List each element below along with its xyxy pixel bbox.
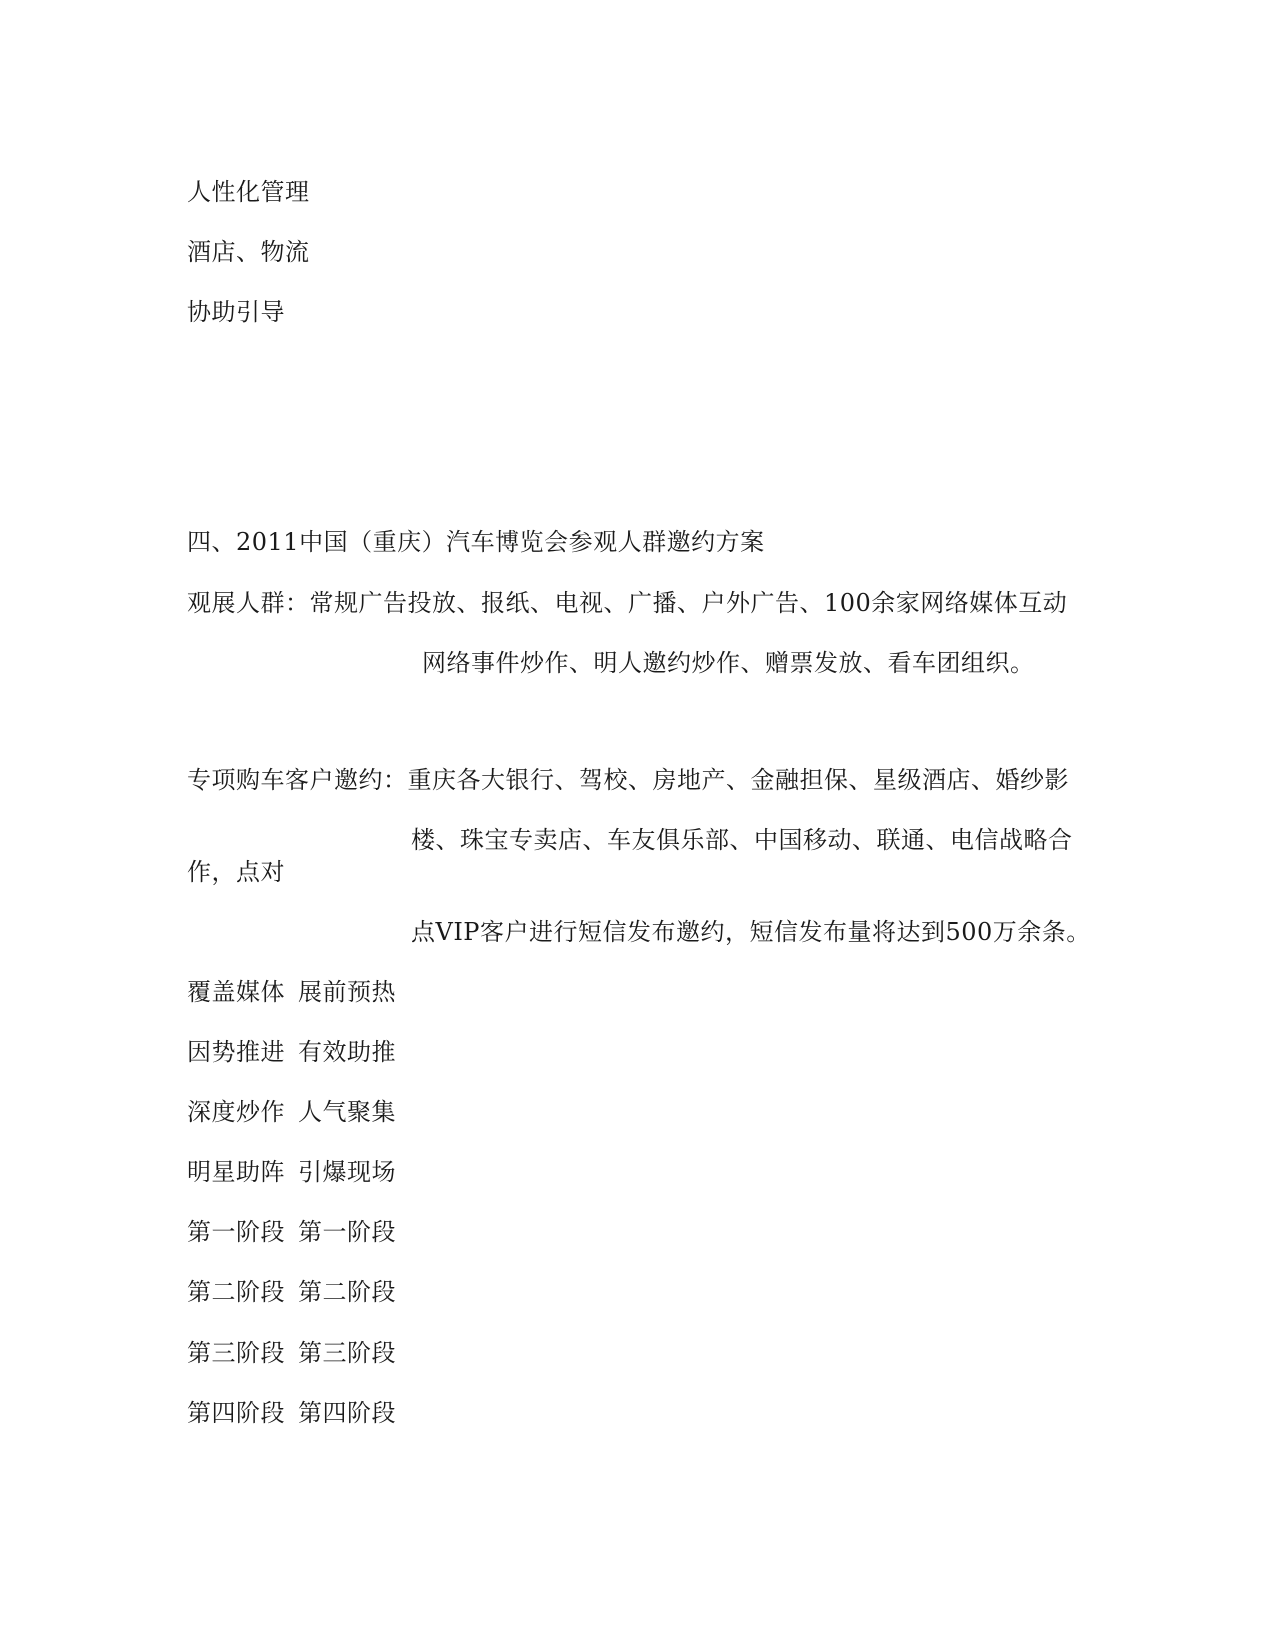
grid-row-7-col-2: 第三阶段 [298, 1339, 396, 1367]
grid-row-4-col-1: 明星助阵 [187, 1158, 285, 1186]
special-line-4: 点VIP客户进行短信发布邀约，短信发布量将达到500万余条。 [411, 918, 1091, 946]
special-line-3: 作，点对 [187, 858, 285, 886]
grid-row-2-col-2: 有效助推 [298, 1038, 396, 1066]
grid-row-3-col-1: 深度炒作 [187, 1098, 285, 1126]
grid-row-5-col-1: 第一阶段 [187, 1218, 285, 1246]
grid-row-8-col-2: 第四阶段 [298, 1399, 396, 1427]
top-list-item-1: 人性化管理 [187, 178, 310, 206]
grid-row-7-col-1: 第三阶段 [187, 1339, 285, 1367]
top-list-item-2: 酒店、物流 [187, 238, 310, 266]
observers-line-2: 网络事件炒作、明人邀约炒作、赠票发放、看车团组织。 [422, 649, 1035, 677]
special-line-1: 专项购车客户邀约：重庆各大银行、驾校、房地产、金融担保、星级酒店、婚纱影 [187, 766, 1069, 794]
grid-row-4-col-2: 引爆现场 [298, 1158, 396, 1186]
grid-row-1-col-1: 覆盖媒体 [187, 978, 285, 1006]
special-line-2: 楼、珠宝专卖店、车友俱乐部、中国移动、联通、电信战略合 [411, 826, 1073, 854]
top-list-item-3: 协助引导 [187, 298, 285, 326]
grid-row-3-col-2: 人气聚集 [298, 1098, 396, 1126]
grid-row-1-col-2: 展前预热 [298, 978, 396, 1006]
observers-line-1: 观展人群：常规广告投放、报纸、电视、广播、户外广告、100余家网络媒体互动 [187, 589, 1068, 617]
grid-row-6-col-2: 第二阶段 [298, 1278, 396, 1306]
grid-row-6-col-1: 第二阶段 [187, 1278, 285, 1306]
section-title: 四、2011中国（重庆）汽车博览会参观人群邀约方案 [187, 528, 765, 556]
grid-row-8-col-1: 第四阶段 [187, 1399, 285, 1427]
grid-row-5-col-2: 第一阶段 [298, 1218, 396, 1246]
grid-row-2-col-1: 因势推进 [187, 1038, 285, 1066]
